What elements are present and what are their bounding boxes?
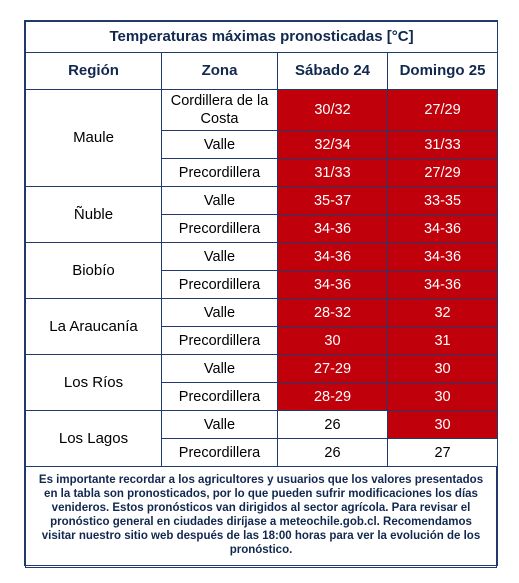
zona-cell: Precordillera xyxy=(162,271,278,299)
region-cell: Los Ríos xyxy=(26,355,162,411)
zona-cell: Valle xyxy=(162,131,278,159)
table-row xyxy=(26,187,498,215)
temp-day1-cell: 30 xyxy=(278,327,388,355)
temp-day1-cell: 31/33 xyxy=(278,159,388,187)
header-day2: Domingo 25 xyxy=(388,53,498,90)
zona-cell: Precordillera xyxy=(162,159,278,187)
zona-cell: Valle xyxy=(162,187,278,215)
temp-day2-cell: 32 xyxy=(388,299,498,327)
zona-cell: Valle xyxy=(162,411,278,439)
temp-day2-cell: 34-36 xyxy=(388,243,498,271)
disclaimer-note: Es importante recordar a los agricultores y usuarios que los valores presentados en la tabla son pronosticados, por lo que pueden sufrir modificaciones los días venideros. Estos pronósticos van dirigidos al sector agrícola. Para revisar el pronóstico general en ciudades diríjase a meteochile.gob.cl. Recomendamos visitar nuestro sitio web después de las 18:00 horas para ver la evolución de los pronóstico. xyxy=(25,467,497,568)
temp-day2-cell: 33-35 xyxy=(388,187,498,215)
zona-cell: Precordillera xyxy=(162,383,278,411)
forecast-table xyxy=(25,21,498,467)
zona-cell: Precordillera xyxy=(162,439,278,467)
table-row xyxy=(26,355,498,383)
region-cell: La Araucanía xyxy=(26,299,162,355)
temp-day1-cell: 28-29 xyxy=(278,383,388,411)
table-row xyxy=(26,411,498,439)
table-row xyxy=(26,243,498,271)
temp-day2-cell: 31/33 xyxy=(388,131,498,159)
table-row xyxy=(26,299,498,327)
temp-day2-cell: 27/29 xyxy=(388,159,498,187)
forecast-panel xyxy=(24,20,498,566)
region-cell: Biobío xyxy=(26,243,162,299)
header-zona: Zona xyxy=(162,53,278,90)
zona-cell: Precordillera xyxy=(162,327,278,355)
temp-day2-cell: 34-36 xyxy=(388,271,498,299)
temp-day1-cell: 34-36 xyxy=(278,243,388,271)
zona-cell: Cordillera de la Costa xyxy=(162,90,278,131)
zona-cell: Valle xyxy=(162,355,278,383)
region-cell: Maule xyxy=(26,90,162,187)
zona-cell: Valle xyxy=(162,299,278,327)
temp-day1-cell: 32/34 xyxy=(278,131,388,159)
temp-day2-cell: 34-36 xyxy=(388,215,498,243)
temp-day1-cell: 34-36 xyxy=(278,271,388,299)
table-title: Temperaturas máximas pronosticadas [°C] xyxy=(26,22,498,53)
temp-day2-cell: 27/29 xyxy=(388,90,498,131)
temp-day1-cell: 26 xyxy=(278,439,388,467)
temp-day1-cell: 34-36 xyxy=(278,215,388,243)
temp-day1-cell: 28-32 xyxy=(278,299,388,327)
temp-day1-cell: 35-37 xyxy=(278,187,388,215)
region-cell: Ñuble xyxy=(26,187,162,243)
header-region: Región xyxy=(26,53,162,90)
temp-day2-cell: 30 xyxy=(388,355,498,383)
temp-day2-cell: 31 xyxy=(388,327,498,355)
temp-day2-cell: 30 xyxy=(388,383,498,411)
table-body xyxy=(26,90,498,467)
zona-cell: Valle xyxy=(162,243,278,271)
temp-day1-cell: 27-29 xyxy=(278,355,388,383)
temp-day2-cell: 27 xyxy=(388,439,498,467)
temp-day2-cell: 30 xyxy=(388,411,498,439)
region-cell: Los Lagos xyxy=(26,411,162,467)
table-row xyxy=(26,90,498,131)
header-day1: Sábado 24 xyxy=(278,53,388,90)
temp-day1-cell: 26 xyxy=(278,411,388,439)
zona-cell: Precordillera xyxy=(162,215,278,243)
temp-day1-cell: 30/32 xyxy=(278,90,388,131)
